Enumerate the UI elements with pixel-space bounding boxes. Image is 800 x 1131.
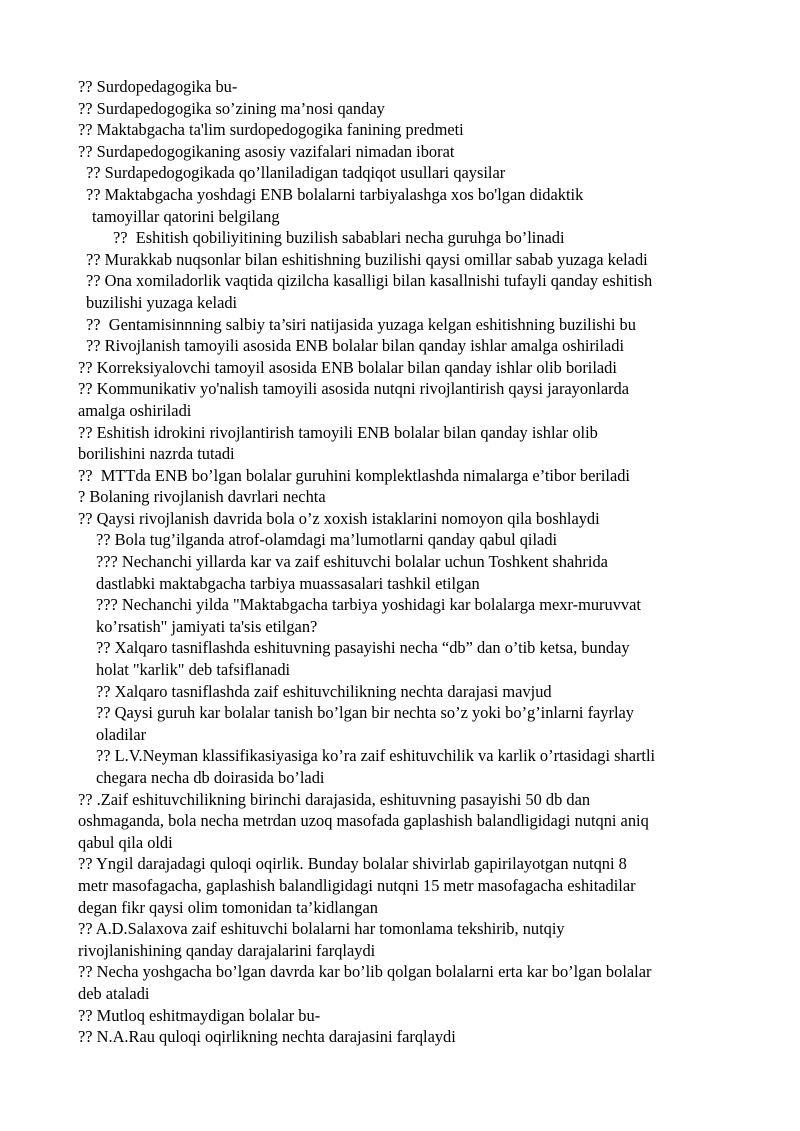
text-line: rivojlanishining qanday darajalarini farqlaydi	[78, 940, 376, 960]
text-line: ?? MTTda ENB bo’lgan bolalar guruhini komplektlashda nimalarga e’tibor beriladi	[78, 465, 630, 485]
text-line: ?? Maktabgacha ta'lim surdopedogogika fanining predmeti	[78, 120, 464, 140]
text-line: ?? Eshitish qobiliyitining buzilish sabablari necha guruhga bo’linadi	[113, 228, 565, 248]
text-line: borilishini nazrda tutadi	[78, 444, 235, 464]
text-line: chegara necha db doirasida bo’ladi	[96, 768, 325, 787]
text-line: ??? Nechanchi yilda "Maktabgacha tarbiya yoshidagi kar bolalarga mexr-muruvvat	[96, 595, 641, 615]
text-line: amalga oshiriladi	[78, 400, 192, 420]
text-line: ?? Xalqaro tasniflashda eshituvning pasayishi necha “db” dan o’tib ketsa, bunday	[96, 638, 630, 658]
text-line: ?? Qaysi guruh kar bolalar tanish bo’lgan bir nechta so’z yoki bo’g’inlarni fayrlay	[96, 703, 634, 723]
text-line: metr masofagacha, gaplashish balandligidagi nutqni 15 metr masofagacha eshitadilar	[78, 875, 636, 895]
text-line: ?? Bola tug’ilganda atrof-olamdagi ma’lumotlarni qanday qabul qiladi	[96, 530, 558, 550]
text-line: ?? .Zaif eshituvchilikning birinchi darajasida, eshituvning pasayishi 50 db dan	[78, 789, 591, 809]
text-line: ??? Nechanchi yillarda kar va zaif eshituvchi bolalar uchun Toshkent shahrida	[96, 552, 608, 572]
text-line: buzilishi yuzaga keladi	[86, 292, 238, 312]
text-line: ?? Yngil darajadagi quloqi oqirlik. Bunday bolalar shivirlab gapirilayotgan nutqni 8	[78, 854, 627, 874]
text-line: ?? Necha yoshgacha bo’lgan davrda kar bo’lib qolgan bolalarni erta kar bo’lgan bolalar	[78, 962, 652, 982]
text-line: ?? Korreksiyalovchi tamoyil asosida ENB bolalar bilan qanday ishlar olib boriladi	[78, 357, 617, 377]
text-line: dastlabki maktabgacha tarbiya muassasalari tashkil etilgan	[96, 573, 480, 593]
text-line: tamoyillar qatorini belgilang	[92, 206, 280, 226]
text-line: ?? Surdapedogogikaning asosiy vazifalari nimadan iborat	[78, 141, 455, 161]
text-line: ?? Eshitish idrokini rivojlantirish tamoyili ENB bolalar bilan qanday ishlar olib	[78, 422, 598, 442]
text-line: qabul qila oldi	[78, 832, 173, 852]
text-line: oshmaganda, bola necha metrdan uzoq masofada gaplashish balandligidagi nutqni aniq	[78, 811, 649, 831]
text-line: ?? Surdapedogogika so’zining ma’nosi qanday	[78, 98, 385, 118]
text-line: degan fikr qaysi olim tomonidan ta’kidlangan	[78, 897, 378, 917]
text-line: ?? Qaysi rivojlanish davrida bola o’z xoxish istaklarini nomoyon qila boshlaydi	[78, 508, 600, 528]
text-line: ? Bolaning rivojlanish davrlari nechta	[78, 487, 326, 507]
text-line: ?? Ona xomiladorlik vaqtida qizilcha kasalligi bilan kasallnishi tufayli qanday eshitish	[86, 271, 653, 291]
text-line: ?? L.V.Neyman klassifikasiyasiga ko’ra zaif eshituvchilik va karlik o’rtasidagi shartli	[96, 746, 656, 766]
text-line: ?? Maktabgacha yoshdagi ENB bolalarni tarbiyalashga xos bo'lgan didaktik	[86, 184, 584, 204]
text-line: ?? Kommunikativ yo'nalish tamoyili asosida nutqni rivojlantirish qaysi jarayonlarda	[78, 379, 630, 399]
text-line: ?? Mutloq eshitmaydigan bolalar bu-	[78, 1005, 321, 1025]
text-line: ?? Surdopedagogika bu-	[78, 77, 238, 96]
text-line: holat "karlik" deb tafsiflanadi	[96, 660, 291, 680]
text-line: ko’rsatish" jamiyati ta'sis etilgan?	[96, 616, 318, 636]
text-line: ?? Xalqaro tasniflashda zaif eshituvchilikning nechta darajasi mavjud	[96, 681, 552, 701]
text-line: ?? Gentamisinnning salbiy ta’siri natijasida yuzaga kelgan eshitishning buzilishi bu	[86, 314, 636, 334]
text-line: ?? Surdapedogogikada qo’llaniladigan tadqiqot usullari qaysilar	[86, 163, 506, 183]
text-line: deb ataladi	[78, 983, 150, 1003]
text-line: oladilar	[96, 724, 147, 744]
text-line: ?? A.D.Salaxova zaif eshituvchi bolalarni har tomonlama tekshirib, nutqiy	[78, 919, 565, 939]
text-line: ?? Rivojlanish tamoyili asosida ENB bolalar bilan qanday ishlar amalga oshiriladi	[86, 336, 625, 356]
text-line: ?? Murakkab nuqsonlar bilan eshitishning buzilishi qaysi omillar sabab yuzaga keladi	[86, 249, 648, 269]
question-list	[0, 76, 800, 1048]
text-line: ?? N.A.Rau quloqi oqirlikning nechta darajasini farqlaydi	[78, 1027, 456, 1047]
